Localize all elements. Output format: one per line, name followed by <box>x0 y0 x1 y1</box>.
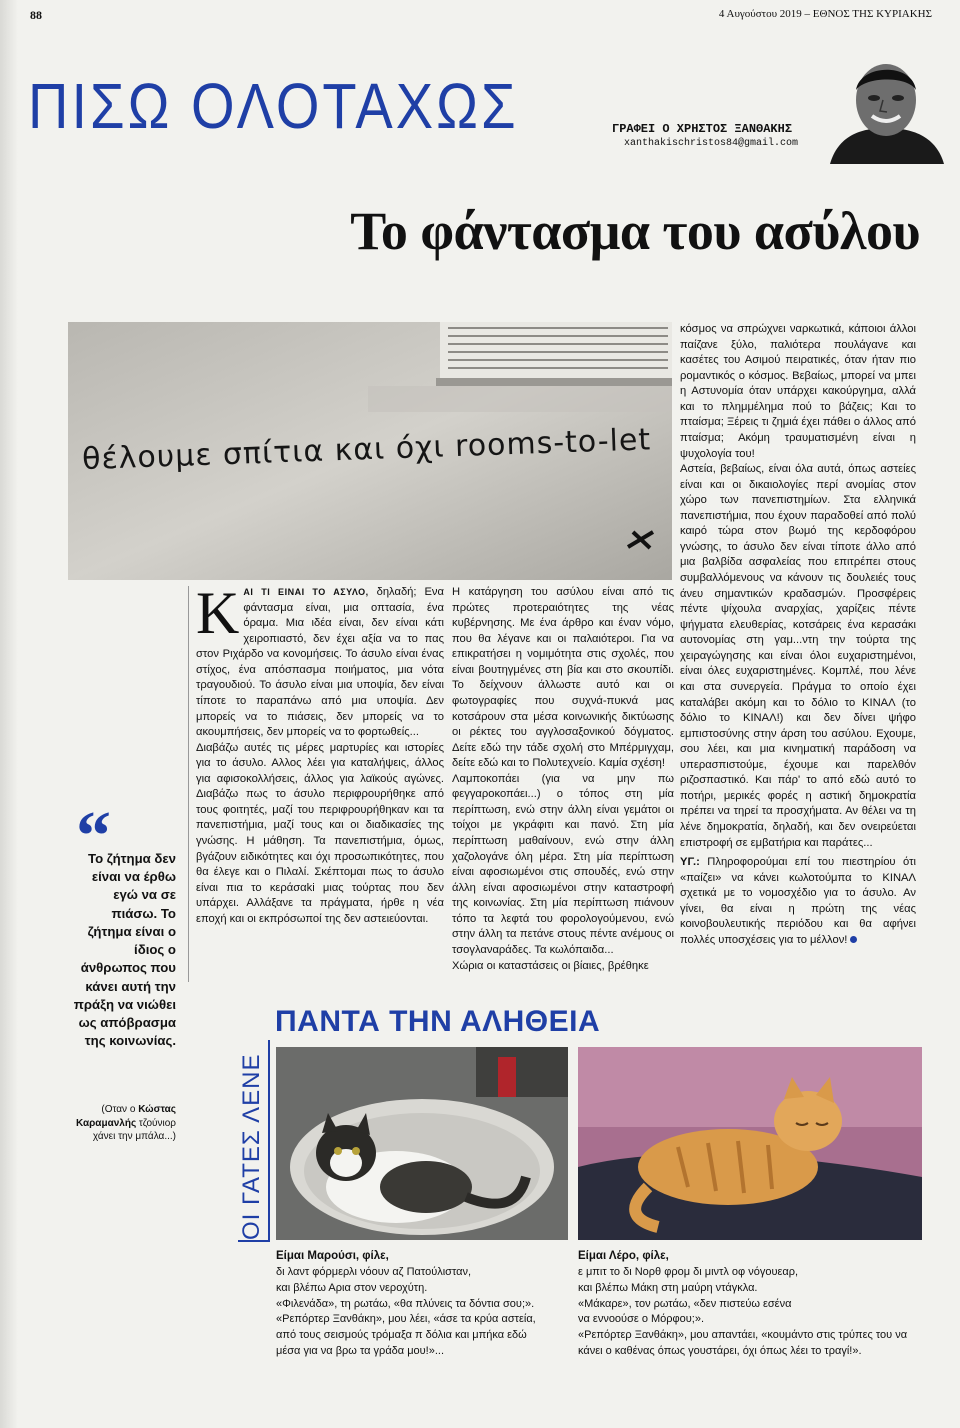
paragraph <box>196 580 444 741</box>
article-column-2 <box>452 585 674 974</box>
left-cat-heading: Είμαι Μαρούσι, φίλε, <box>276 1250 389 1262</box>
pull-quote-caption <box>68 1103 176 1144</box>
article-column-3 <box>680 322 916 949</box>
cats-side-label <box>238 1040 268 1240</box>
right-cat-heading: Είμαι Λέρο, φίλε, <box>578 1250 669 1262</box>
cats-side-label-text: ΟΙ ΓΑΤΕΣ ΛΕΝΕ <box>238 1053 265 1240</box>
lead-in: ΑΙ ΤΙ ΕΙΝΑΙ ΤΟ ΑΣΥΛΟ, <box>243 587 369 597</box>
postscript <box>680 855 916 948</box>
headline: Το φάντασμα του ασύλου <box>350 201 920 261</box>
right-cat-caption <box>578 1248 918 1360</box>
ps-text: Πληροφορούμαι επί του πιεστηρίου ότι «παίζει» να κάνει κωλοτούμπα το ΚΙΝΑΛ σχετικά με το νομοσχέδιο για το άσυλο. Αν γίνει, θα είναι η πρώτη της νέας κοινοβουλευτικής περιόδου και θα αφήνει πολλές υποσχέσεις για το μέλλον! <box>680 856 916 946</box>
end-mark-icon <box>850 936 857 943</box>
quote-mark: “ <box>76 798 111 875</box>
caption-line: και βλέπω Αρια στον νεροχύτη. <box>276 1281 428 1294</box>
paragraph: Αστεία, βεβαίως, είναι όλα αυτά, όπως αστείες είναι και οι δικαιολογίες περί ανομίας στον χώρο των πανεπιστημίων. Στα ελληνικά πανεπιστήμια, που έχουν παραδοθεί από πολύ καιρό τώρα στον βωμό της κερδοφόρου γνώσης, το άσυλο δεν είναι τίποτε άλλο από μια βαλβίδα ασφαλείας που επιτρέπει στους συμβαλλόμενους να κάνουν τις δουλειές τους άνευ σημαντικών κραδασμών. Προσφέρεις πέντε ψίχουλα αναρχίας, χαρίζεις πέντε ψήγματα ελευθερίας, κοτσάρεις ένα κερασάκι αυτονομίας στη γαμ...ντη την τούρτα της χειραγώγησης και είναι όλοι ευχαριστημένοι, είναι όλες ευχαριστημένες. Κομπλέ, που λένε και στα συνεργεία. Πράγμα το οποίο έχει καταλάβει ακόμη και το δόλιο το ΚΙΝΑΛ (το δόλιο το ΚΙΝΑΛ!) και δεν δίνει ψήφο εμπιστοσύνης στην άρση του ασύλου. Εχουμε, σου λέει, και μια κινηματική παράδοση να υπερασπιστούμε, έχουμε και παρελθόν ριζοσπαστικό. Και πάρ' το από εδώ αυτό το ποτήρι, μερικές φορές η αστική δημοκρατία πρέπει να τηρεί τα προσχήματα. Αν θέλει να τη λένε δημοκρατία, δηλαδή, και δεν ονειρεύεται επιστροφή σε εμβατήρια και παράτες... <box>680 463 916 849</box>
paragraph: Λαμποκοπάει (για να μην πω φεγγαροκοπάει...) ο τόπος στη μία περίπτωση, ενώ στην άλλη είναι γεμάτοι οι τοίχοι με γκράφιτι και πανό. Στη μία περίπτωση μαθαίνουν, ενώ στην άλλη χαζολογάνε όλη μέρα. Στη μία περίπτωση είναι αφοσιωμένοι στις σπουδές, ενώ στην άλλη είναι αφοσιωμένοι στην καταστροφή της κοινωνίας. Στη μία περίπτωση πιάνουν τόπο τα λεφτά του φορολογούμενου, ενώ στην άλλη τα πετάνε στους πέντε ανέμους οι τσογλαναράδες. Τα κωλόπαιδα... <box>452 772 674 956</box>
paragraph-text: δηλαδή; Ενα φάντασμα είναι, μια οπτασία, ένα όραμα. Μια ιδέα είναι, δεν είναι κάτι χειροπιαστό, δεν έχει αξία να το πας στον Ριχάρδο να κονομήσεις. Το άσυλο είναι ένας στίχος, ένα απόσπασμα ποιήματος, μια νότα τραγουδιού. Το άσυλο είναι μια υποψία, δεν είναι τίποτε το παραπάνω από μια υποψία. Δεν μπορείς να το πιάσεις, δεν μπορείς να το ακουμπήσεις, δεν μπορείς να το φορτωθείς... <box>196 586 444 739</box>
caption-post: τζούνιορ χάνει την μπάλα...) <box>92 1117 176 1142</box>
author-portrait <box>820 56 952 164</box>
paragraph: Η κατάργηση του ασύλου είναι από τις πρώτες προτεραιότητες της νέας κυβέρνησης. Με ένα άρθρο και έναν νόμο, που θα λέγανε και οι παλαιότεροι. Για να επικρατήσει η νομιμότητα στις σχολές, που είναι βουτηγμένες στη βία και στο σκουπίδι. Το δείχνουν άλλωστε αυτό και οι φωτογραφίες που συχνά-πυκνά μας κοτσάρουν στα μέσα κοινωνικής δικτύωσης οι ρέκτες του αγγλοσαξονικού δόγματος. Δείτε εδώ την τάδε σχολή στο Μπέρμιγχαμ, δείτε εδώ και το Πολυτεχνείο. Καμία σχέση! <box>452 586 674 770</box>
caption-line: «Ρεπόρτερ Ξανθάκη», μου λέει, «άσε τα κρύα αστεία, <box>276 1313 536 1326</box>
caption-line: κάνει ο καθένας όπως γουστάρει, όχι όπως λέει το τραγί!». <box>578 1345 862 1358</box>
column-title: ΠΙΣΩ ΟΛΟΤΑΧΩΣ <box>28 69 519 142</box>
caption-line: ε μπιτ το δι Νορθ φρομ δι μιντλ οφ νόγουεαρ, <box>578 1265 799 1278</box>
paragraph: Χώρια οι καταστάσεις οι βίαιες, βρέθηκε <box>452 959 649 972</box>
left-cat-caption <box>276 1248 568 1360</box>
caption-line: «Ρεπόρτερ Ξανθάκη», μου απαντάει, «κουμάντο στις τρύπες του να <box>578 1329 908 1342</box>
byline: ΓΡΑΦΕΙ Ο ΧΡΗΣΤΟΣ ΞΑΝΘΑΚΗΣ <box>612 122 793 136</box>
drop-cap: Κ <box>196 580 240 646</box>
author-email[interactable]: xanthakischristos84@gmail.com <box>624 138 799 149</box>
caption-line: από τους σεισμούς τρόμαξα π δόλια και μπήκα εδώ <box>276 1329 527 1342</box>
caption-line: και βλέπω Μάκη στη μαύρη ντάγκλα. <box>578 1281 758 1294</box>
caption-line: δι λαντ φόρμερλι νόουν αζ Πατούλισταν, <box>276 1265 472 1278</box>
article-column-1 <box>196 580 444 927</box>
graffiti-text: θέλουμε σπίτια και όχι rooms-to-let <box>81 422 652 478</box>
cats-box-bottom-rule <box>238 1240 270 1242</box>
paragraph: Διαβάζω αυτές τις μέρες μαρτυρίες και ιστορίες για το άσυλο. Αλλος λέει για καταλήψεις, άλλος για αφισοκολλήσεις, άλλος για λαϊκούς αγώνες. Διαβάζω πως το άσυλο περιφρουρήθηκε από τους φοιτητές, μαζί του περιφρουρήθηκαν και τα πανεπιστήμια, μαζί τους και οι διαδικασίες της γνώσης. Η μάθηση. Τα πανεπιστήμια, όμως, βγάζουν ειδικότητες και όχι προσωπικότητες, που θα έλεγε και ο Πιλαλί. Σκέπτομαι πως το άσυλο είναι πια το κεράσαki μιας τούρτας που δεν υπάρχει. Αλλάξανε τα πράγματα, ήρθε η νέα εποχή και οι εκπρόσωποί της δεν αστειεύονται. <box>196 741 444 925</box>
dateline: 4 Αυγούστου 2019 – ΕΘΝΟΣ ΤΗΣ ΚΥΡΙΑΚΗΣ <box>718 8 932 20</box>
cats-box-left-rule <box>268 1040 270 1242</box>
caption-line: να εννοούσε ο Μόρφου;». <box>578 1313 705 1326</box>
caption-line: μέσα για να βρω τα γράδα μου!»... <box>276 1345 445 1358</box>
page-binding-shadow <box>0 0 18 1428</box>
cats-title: ΠΑΝΤΑ ΤΗΝ ΑΛΗΘΕΙΑ <box>275 1005 601 1038</box>
caption-name: Κώστας Καραμανλής <box>75 1104 176 1129</box>
paragraph: κόσμος να σπρώχνει ναρκωτικά, κάποιοι άλλοι παίζανε ξύλο, παλιότερα πουλάγανε και κασέτες του Ασιμού πειρατικές, όταν ήταν πιο ρομαντικός ο κόσμος. Βεβαίως, μπορεί να μπει η Αστυνομία όταν υπάρχει κακούργημα, αλλά και το πλημμέλημα πού το βάζεις; Και το πταίσμα; Ξέρεις τι ζημιά έχει πάθει ο άλλος από πταίσμα; Ακόμη τραυματισμένη είναι η ψυχολογία του! <box>680 323 916 460</box>
ps-label: ΥΓ.: <box>680 856 700 869</box>
column-divider <box>188 586 189 982</box>
page-number: 88 <box>30 8 42 22</box>
caption-line: «Μάκαρε», τον ρωτάω, «δεν πιστεύω εσένα <box>578 1297 792 1310</box>
caption-pre: (Οταν ο <box>101 1104 139 1115</box>
pull-quote: Το ζήτημα δεν είναι να έρθω εγώ να σε πιάσω. Το ζήτημα είναι ο ίδιος ο άνθρωπος που κάνει αυτή την πράξη να νιώθει ως απόβρασμα της κοινωνίας. <box>73 851 176 1049</box>
caption-line: «Φιλενάδα», τη ρωτάω, «θα πλύνεις τα δόντια σου;». <box>276 1297 535 1310</box>
ginger-cat-photo <box>578 1047 922 1240</box>
cat-in-sink-photo <box>276 1047 568 1240</box>
